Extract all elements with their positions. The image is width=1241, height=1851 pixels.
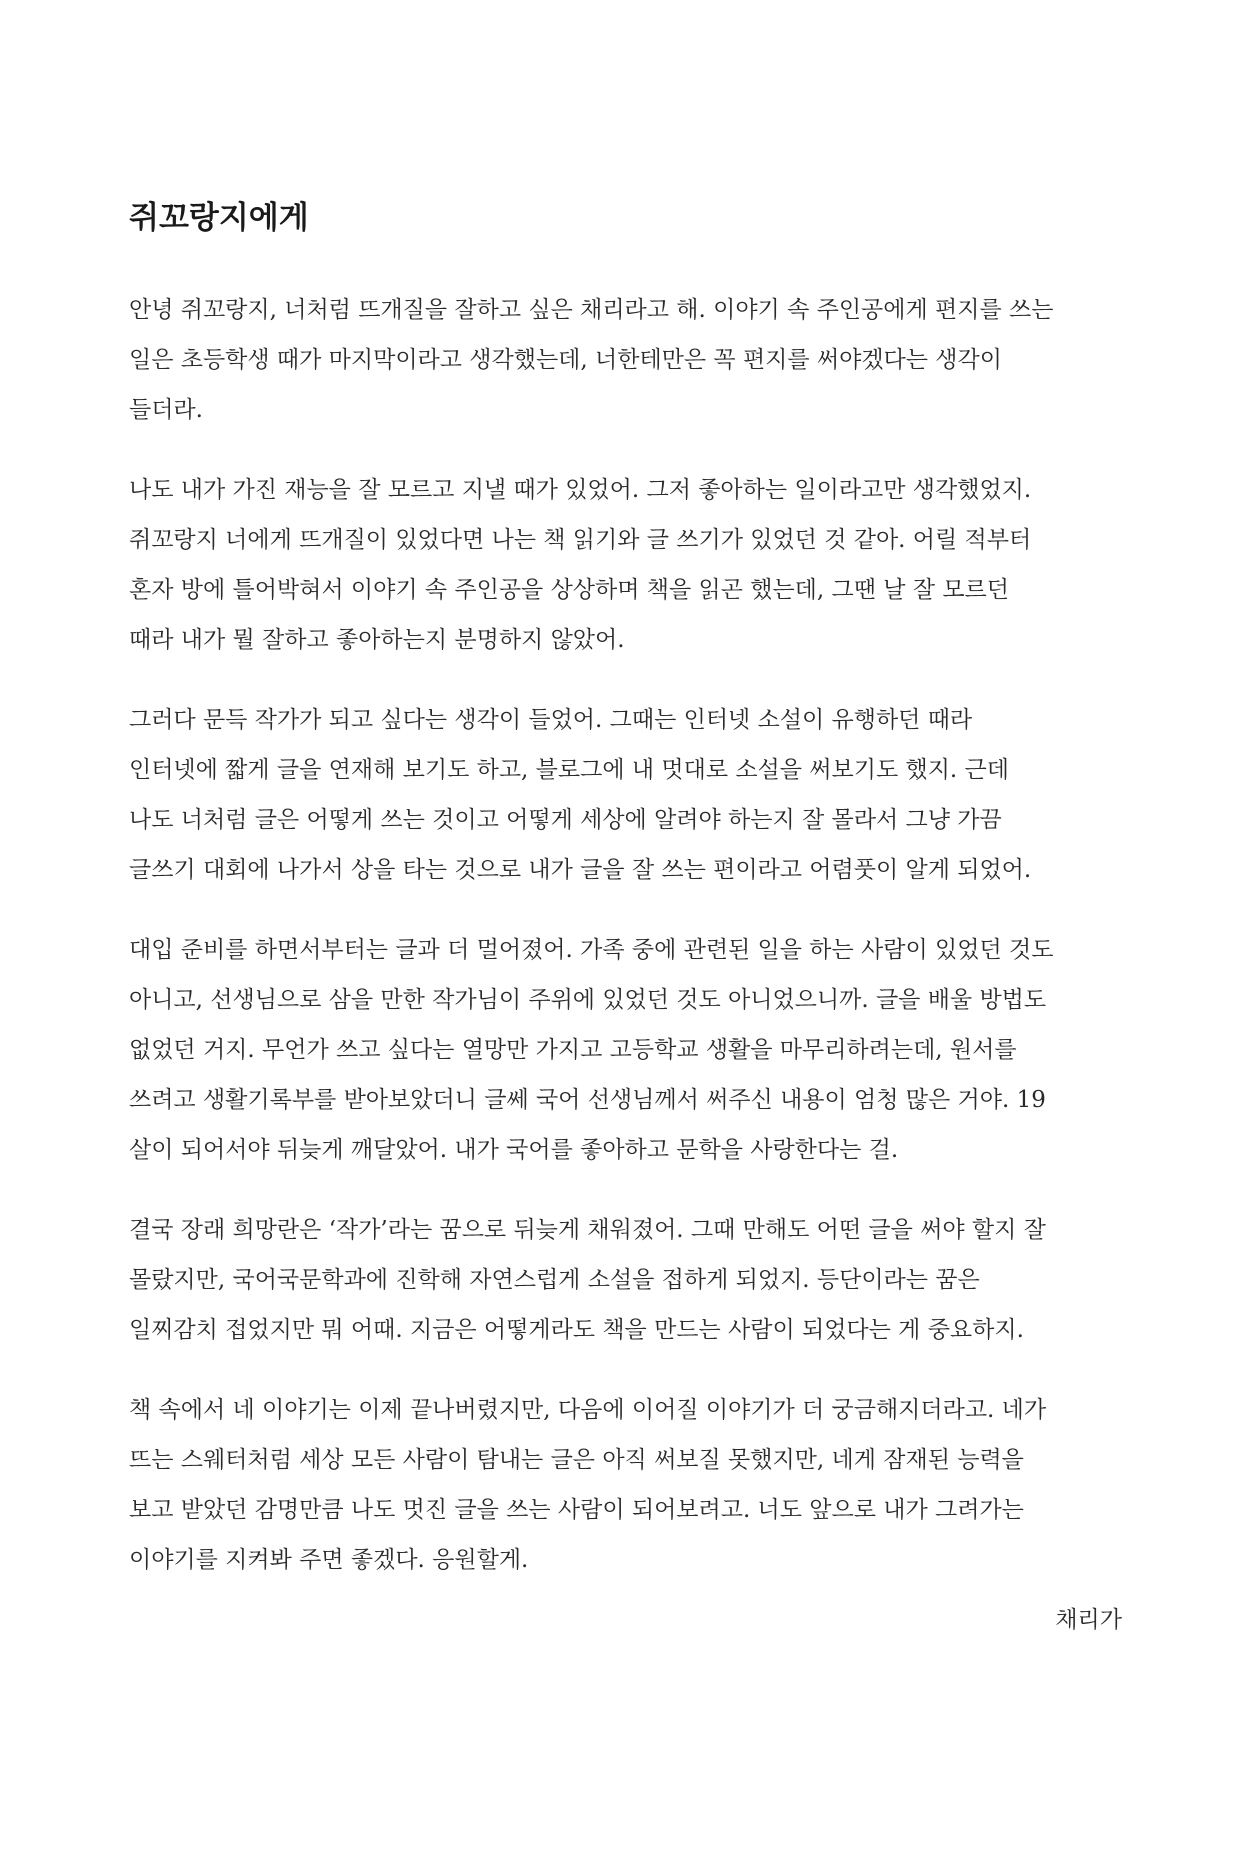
text-line: 몰랐지만, 국어국문학과에 진학해 자연스럽게 소설을 접하게 되었지. 등단이라는 꿈은: [129, 1267, 980, 1293]
text-line: 들더라.: [129, 397, 203, 423]
text-line: 대입 준비를 하면서부터는 글과 더 멀어졌어. 가족 중에 관련된 일을 하는 사람이 있었던 것도: [129, 937, 1054, 963]
paragraph-6: [129, 1385, 1129, 1585]
text-line: 책 속에서 네 이야기는 이제 끝나버렸지만, 다음에 이어질 이야기가 더 궁금해지더라고. 네가: [129, 1397, 1047, 1423]
text-line: 이야기를 지켜봐 주면 좋겠다. 응원할게.: [129, 1547, 529, 1573]
text-line: 때라 내가 뭘 잘하고 좋아하는지 분명하지 않았어.: [129, 627, 625, 653]
text-line: 살이 되어서야 뒤늦게 깨달았어. 내가 국어를 좋아하고 문학을 사랑한다는 걸.: [129, 1137, 899, 1163]
paragraph-1: [129, 285, 1129, 435]
letter-signature: 채리가: [1055, 1607, 1122, 1633]
text-line: 보고 받았던 감명만큼 나도 멋진 글을 쓰는 사람이 되어보려고. 너도 앞으로 내가 그려가는: [129, 1497, 1024, 1523]
text-line: 나도 내가 가진 재능을 잘 모르고 지낼 때가 있었어. 그저 좋아하는 일이라고만 생각했었지.: [129, 477, 1032, 503]
text-line: 쥐꼬랑지 너에게 뜨개질이 있었다면 나는 책 읽기와 글 쓰기가 있었던 것 같아. 어릴 적부터: [129, 527, 1032, 553]
text-line: 나도 너처럼 글은 어떻게 쓰는 것이고 어떻게 세상에 알려야 하는지 잘 몰라서 그냥 가끔: [129, 807, 1002, 833]
text-line: 그러다 문득 작가가 되고 싶다는 생각이 들었어. 그때는 인터넷 소설이 유행하던 때라: [129, 707, 973, 733]
text-line: 인터넷에 짧게 글을 연재해 보기도 하고, 블로그에 내 멋대로 소설을 써보기도 했지. 근데: [129, 757, 1009, 783]
text-line: 안녕 쥐꼬랑지, 너처럼 뜨개질을 잘하고 싶은 채리라고 해. 이야기 속 주인공에게 편지를 쓰는: [129, 297, 1054, 323]
text-line: 없었던 거지. 무언가 쓰고 싶다는 열망만 가지고 고등학교 생활을 마무리하려는데, 원서를: [129, 1037, 1017, 1063]
paragraph-4: [129, 925, 1129, 1175]
text-line: 뜨는 스웨터처럼 세상 모든 사람이 탐내는 글은 아직 써보질 못했지만, 네게 잠재된 능력을: [129, 1447, 1024, 1473]
text-line: 혼자 방에 틀어박혀서 이야기 속 주인공을 상상하며 책을 읽곤 했는데, 그땐 날 잘 모르던: [129, 577, 1009, 603]
text-line: 아니고, 선생님으로 삼을 만한 작가님이 주위에 있었던 것도 아니었으니까. 글을 배울 방법도: [129, 987, 1047, 1013]
paragraph-2: [129, 465, 1129, 665]
text-line: 글쓰기 대회에 나가서 상을 타는 것으로 내가 글을 잘 쓰는 편이라고 어렴풋이 알게 되었어.: [129, 857, 1032, 883]
paragraph-5: [129, 1205, 1129, 1355]
text-line: 결국 장래 희망란은 ‘작가’라는 꿈으로 뒤늦게 채워졌어. 그때 만해도 어떤 글을 써야 할지 잘: [129, 1217, 1046, 1243]
text-line: 일은 초등학생 때가 마지막이라고 생각했는데, 너한테만은 꼭 편지를 써야겠다는 생각이: [129, 347, 1002, 373]
text-line: 일찌감치 접었지만 뭐 어때. 지금은 어떻게라도 책을 만드는 사람이 되었다는 게 중요하지.: [129, 1317, 1024, 1343]
letter-title: 쥐꼬랑지에게: [129, 200, 309, 236]
text-line: 쓰려고 생활기록부를 받아보았더니 글쎄 국어 선생님께서 써주신 내용이 엄청 많은 거야. 19: [129, 1087, 1046, 1113]
paragraph-3: [129, 695, 1129, 895]
